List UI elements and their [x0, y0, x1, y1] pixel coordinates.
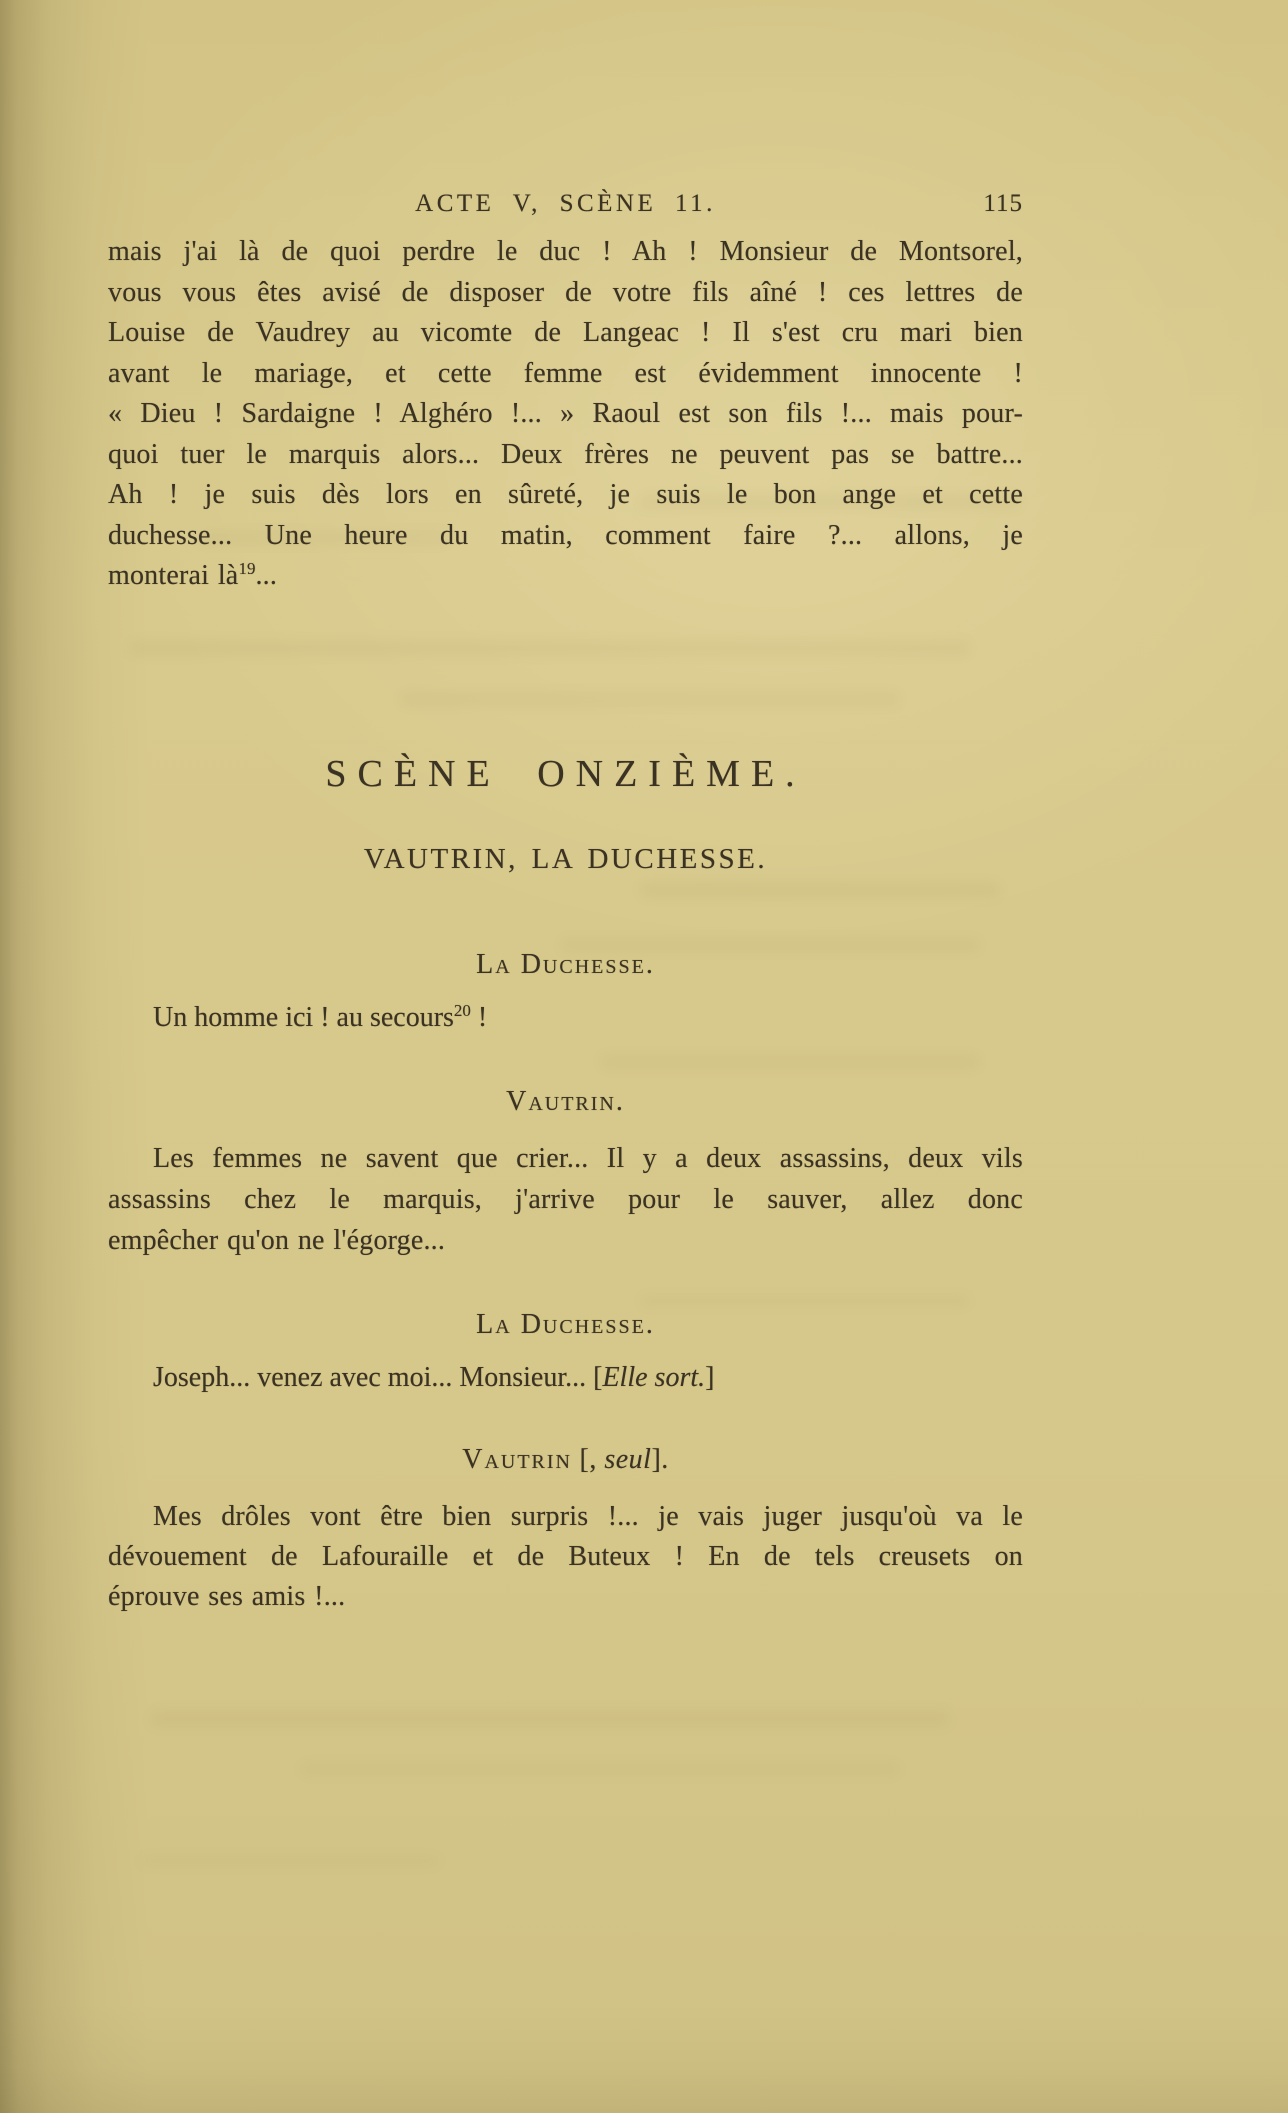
- text-line: empêcher qu'on ne l'égorge...: [108, 1225, 446, 1256]
- body-paragraph: [108, 1138, 1023, 1261]
- text-line: avant le mariage, et cette femme est évidemment innocente !: [108, 357, 1023, 389]
- speaker-heading: La Duchesse.: [476, 1309, 655, 1340]
- text-line-segment: Un homme ici ! au secours: [153, 1002, 454, 1033]
- scene-characters: VAUTRIN, LA DUCHESSE.: [363, 843, 768, 875]
- body-paragraph: [108, 1497, 1023, 1617]
- text-line-segment: ...: [255, 560, 278, 591]
- dialogue-line: [108, 1002, 1068, 1034]
- speaker-heading: [108, 1445, 1023, 1475]
- stage-direction: seul: [604, 1444, 652, 1475]
- text-line: duchesse... Une heure du matin, comment faire ?... allons, je: [108, 519, 1023, 551]
- text-line-segment: ]: [705, 1362, 715, 1393]
- text-line: Ah ! je suis dès lors en sûreté, je suis le bon ange et cette: [108, 479, 1023, 510]
- page-number: 115: [983, 190, 1023, 217]
- showthrough-mark: [400, 692, 900, 706]
- text-line-segment: !: [470, 1002, 488, 1033]
- text-line-segment: [,: [572, 1444, 605, 1475]
- speaker-name: Vautrin: [462, 1444, 572, 1475]
- running-header-title: ACTE V, SCÈNE 11.: [415, 190, 716, 217]
- text-line: assassins chez le marquis, j'arrive pour le sauver, allez donc: [108, 1184, 1023, 1215]
- showthrough-mark: [130, 640, 970, 656]
- showthrough-mark: [300, 1762, 900, 1776]
- dialogue-line: [108, 1362, 1068, 1394]
- text-line: Louise de Vaudrey au vicomte de Langeac ! Il s'est cru mari bien: [108, 317, 1023, 348]
- text-line: [108, 556, 1023, 597]
- text-line: dévouement de Lafouraille et de Buteux ! En de tels creusets on: [108, 1541, 1023, 1572]
- body-paragraph: [108, 232, 1023, 597]
- speaker-heading: La Duchesse.: [476, 949, 655, 980]
- text-line: « Dieu ! Sardaigne ! Alghéro !... » Raoul est son fils !... mais pour-: [108, 398, 1023, 429]
- text-line: vous vous êtes avisé de disposer de votre fils aîné ! ces lettres de: [108, 276, 1023, 308]
- stage-direction: Elle sort.: [602, 1362, 706, 1393]
- showthrough-mark: [640, 1295, 970, 1307]
- text-line: éprouve ses amis !...: [108, 1581, 346, 1612]
- text-line: quoi tuer le marquis alors... Deux frères ne peuvent pas se battre...: [108, 438, 1023, 470]
- footnote-reference: 20: [453, 1001, 471, 1020]
- text-line-segment: Joseph... venez avec moi... Monsieur... [: [153, 1362, 603, 1393]
- footnote-reference: 19: [238, 559, 256, 578]
- running-header: [108, 188, 1023, 220]
- showthrough-mark: [140, 1855, 440, 1867]
- showthrough-mark: [600, 1055, 980, 1069]
- scene-heading: SCÈNE ONZIÈME.: [325, 753, 806, 795]
- text-line-segment: ].: [651, 1444, 669, 1475]
- showthrough-mark: [150, 1710, 950, 1728]
- text-line: mais j'ai là de quoi perdre le duc ! Ah ! Monsieur de Montsorel,: [108, 236, 1023, 267]
- text-line: Les femmes ne savent que crier... Il y a deux assassins, deux vils: [153, 1143, 1023, 1174]
- text-line-segment: monterai là: [108, 560, 239, 591]
- text-line: Mes drôles vont être bien surpris !... je vais juger jusqu'où va le: [153, 1501, 1023, 1532]
- showthrough-mark: [640, 882, 1000, 898]
- speaker-heading: Vautrin.: [506, 1086, 625, 1117]
